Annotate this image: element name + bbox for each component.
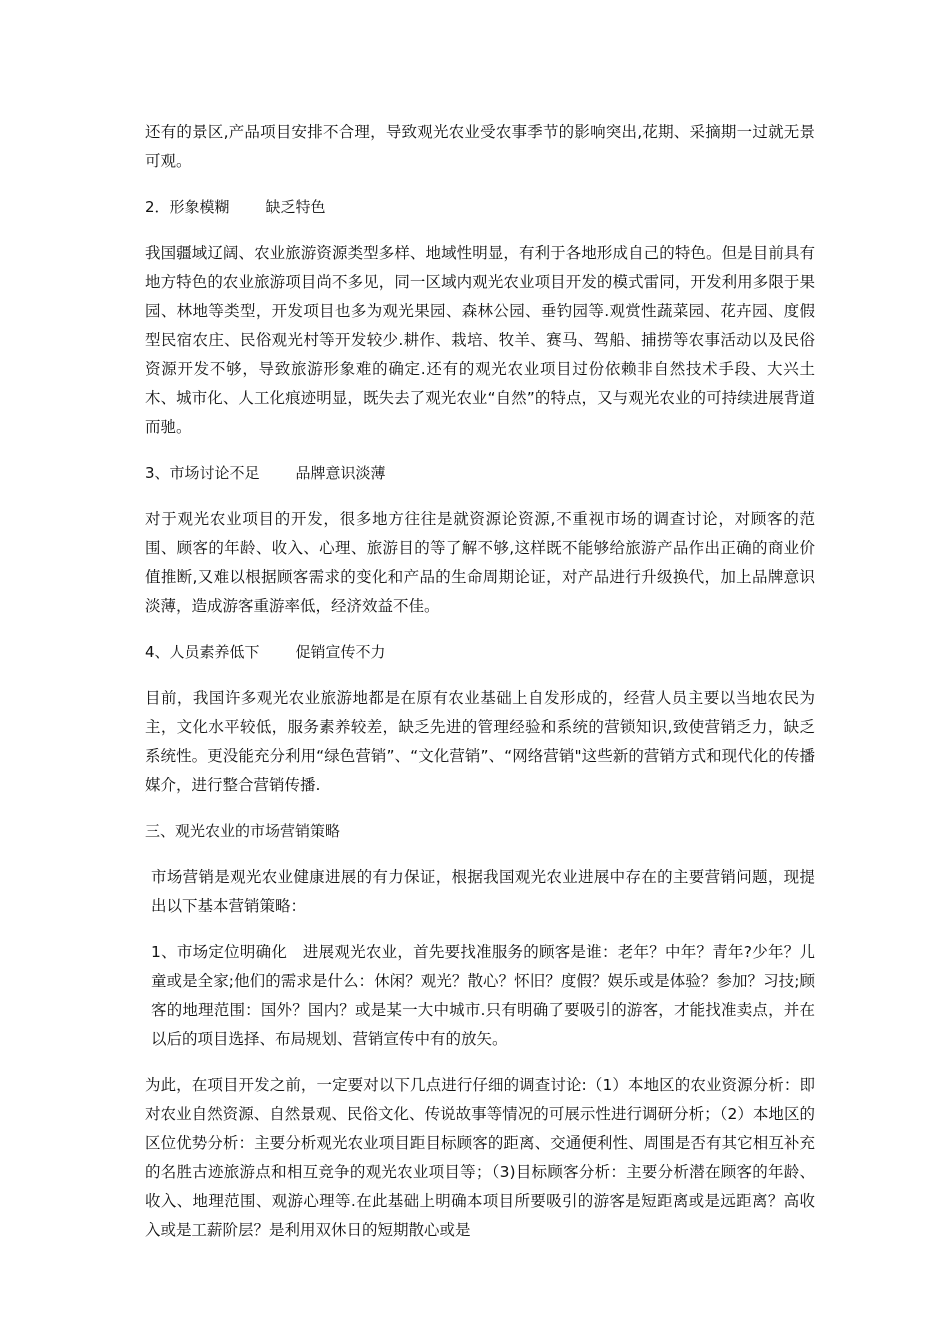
heading-2-part-b: 缺乏特色 — [265, 198, 326, 216]
heading-2-part-a: 2．形象模糊 — [145, 198, 230, 216]
chapter-heading-3 — [145, 817, 815, 846]
paragraph-staff-quality: 目前，我国许多观光农业旅游地都是在原有农业基础上自发形成的，经营人员主要以当地农民为主，文化水平较低，服务素养较差，缺乏先进的管理经验和系统的营锁知识,致使营销乏力，缺乏系统性。更没能充分利用“绿色营销”、“文化营销”、“网络营销"这些新的营销方式和现代化的传播媒介，进行整合营销传播. — [145, 689, 815, 794]
paragraph-market-research: 对于观光农业项目的开发，很多地方往往是就资源论资源,不重视市场的调查讨论，对顾客的范围、顾客的年龄、收入、心理、旅游目的等了解不够,这样既不能够给旅游产品作出正确的商业价值推断,又难以根据顾客需求的变化和产品的生命周期论证，对产品进行升级换代，加上品牌意识淡薄，造成游客重游率低，经济效益不佳。 — [145, 510, 815, 615]
paragraph-image-problem: 我国疆域辽阔、农业旅游资源类型多样、地域性明显，有利于各地形成自己的特色。但是目前具有地方特色的农业旅游项目尚不多见，同一区域内观光农业项目开发的模式雷同，开发利用多限于果园、林地等类型，开发项目也多为观光果园、森林公园、垂钓园等.观赏性蔬菜园、花卉园、度假型民宿农庄、民俗观光村等开发较少.耕作、栽培、牧羊、赛马、驾船、捕捞等农事活动以及民俗资源开发不够，导致旅游形象难的确定.还有的观光农业项目过份依赖非自然技术手段、大兴土木、城市化、人工化痕迹明显，既失去了观光农业“自然”的特点，又与观光农业的可持续进展背道而驰。 — [145, 244, 815, 436]
section-heading-4 — [145, 638, 815, 667]
paragraph-strategy-intro: 市场营销是观光农业健康进展的有力保证，根据我国观光农业进展中存在的主要营销问题，现提出以下基本营销策略： — [151, 868, 815, 915]
paragraph-continuation: 还有的景区,产品项目安排不合理，导致观光农业受农事季节的影响突出,花期、采摘期一过就无景可观。 — [145, 123, 815, 170]
document-body — [145, 118, 815, 1262]
heading-4-part-a: 4、人员素养低下 — [145, 643, 260, 661]
section-heading-3 — [145, 459, 815, 488]
chapter-heading-3-text: 三、观光农业的市场营销策略 — [145, 822, 341, 840]
heading-4-part-b: 促销宣传不力 — [295, 643, 386, 661]
heading-3-part-b: 品牌意识淡薄 — [295, 464, 386, 482]
paragraph-research-points: 为此，在项目开发之前，一定要对以下几点进行仔细的调查讨论:（1）本地区的农业资源分析：即对农业自然资源、自然景观、民俗文化、传说故事等情况的可展示性进行调研分析；（2）本地区的区位优势分析：主要分析观光农业项目距目标顾客的距离、交通便利性、周围是否有其它相互补充的名胜古迹旅游点和相互竞争的观光农业项目等；（3)目标顾客分析：主要分析潜在顾客的年龄、收入、地理范围、观游心理等.在此基础上明确本项目所要吸引的游客是短距离或是远距离？高收入或是工薪阶层？是利用双休日的短期散心或是 — [145, 1076, 815, 1239]
section-heading-2 — [145, 193, 815, 222]
paragraph-market-positioning: 1、市场定位明确化 进展观光农业，首先要找准服务的顾客是谁：老年？中年？青年?少年？儿童或是全家;他们的需求是什么：休闲？观光？散心？怀旧？度假？娱乐或是体验？参加？习技;顾客的地理范围：国外？国内？或是某一大中城市.只有明确了要吸引的游客，才能找准卖点，并在以后的项目选择、布局规划、营销宣传中有的放矢。 — [151, 943, 815, 1048]
heading-3-part-a: 3、市场讨论不足 — [145, 464, 260, 482]
